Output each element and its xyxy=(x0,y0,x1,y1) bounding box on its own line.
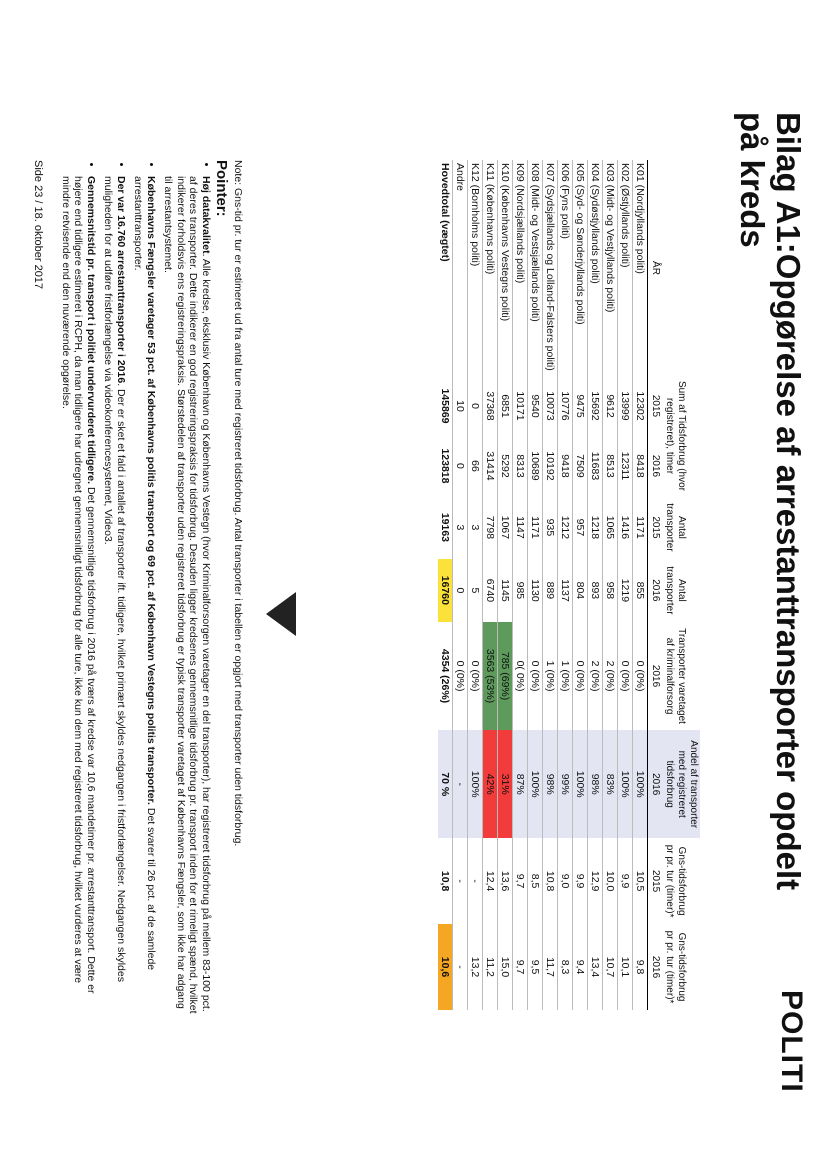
table-cell: 10,8 xyxy=(438,838,453,924)
table-cell: 3 xyxy=(468,496,483,559)
table-row xyxy=(528,160,543,1010)
table-cell: 889 xyxy=(543,559,558,622)
row-label: K11 (Københavns politi) xyxy=(483,160,498,376)
table-cell: 31414 xyxy=(483,436,498,496)
header-sum: Sum af Tidsforbrug (hvor registreret), timer xyxy=(664,380,687,491)
table-cell: 12302 xyxy=(633,376,648,436)
table-cell: - xyxy=(453,924,468,1010)
row-label: K02 (Østjyllands politi) xyxy=(618,160,633,376)
table-cell: 2 (0%) xyxy=(588,622,603,730)
table-cell: 8513 xyxy=(603,436,618,496)
bullet-bold: Der var 16.760 arrestanttransporter i 2016 xyxy=(115,176,127,384)
table-cell: 3 xyxy=(453,496,468,559)
bullet-bold: Københavns Fængsler varetager 53 pct. af Københavns politis transport og 69 pct. af København Vestegns politis transporter. xyxy=(145,176,157,805)
table-cell: 100% xyxy=(528,730,543,838)
row-label: K12 (Bornholms politi) xyxy=(468,160,483,376)
table-cell: 0 (0%) xyxy=(633,622,648,730)
table-cell: 8418 xyxy=(633,436,648,496)
list-item xyxy=(162,176,212,1016)
table-cell: 893 xyxy=(588,559,603,622)
table-cell: 10,0 xyxy=(603,838,618,924)
bullet-bold: Gennemsnitstid pr. transport i politiet undervurderet tidligere. xyxy=(85,176,97,485)
year-cell: 2016 xyxy=(648,622,663,730)
table-cell: 0 xyxy=(453,559,468,622)
table-cell: 8,3 xyxy=(558,924,573,1010)
row-label: K08 (Midt- og Vestsjællands politi) xyxy=(528,160,543,376)
table-cell: 10,8 xyxy=(543,838,558,924)
table-total-row xyxy=(438,160,453,1010)
table-cell: 5292 xyxy=(498,436,513,496)
title-line-2: på kreds xyxy=(734,112,771,248)
table-row xyxy=(573,160,588,1010)
table-cell: 1065 xyxy=(603,496,618,559)
bullet-text: Det svarer til 26 pct. af de samlede arrestanttransporter. xyxy=(132,176,157,971)
row-label: Hovedtotal (vægtet) xyxy=(438,160,453,376)
table-cell: 1067 xyxy=(498,496,513,559)
table-row xyxy=(543,160,558,1010)
table-cell: 145869 xyxy=(438,376,453,436)
table-cell: 13,2 xyxy=(468,924,483,1010)
pointer-heading: Pointer: xyxy=(213,160,230,217)
row-label: Andre xyxy=(453,160,468,376)
row-label: K01 (Nordjyllands politi) xyxy=(633,160,648,376)
politi-logo: POLITI xyxy=(775,990,808,1093)
table-cell: 957 xyxy=(573,496,588,559)
table-row xyxy=(588,160,603,1010)
table-cell: 11,7 xyxy=(543,924,558,1010)
table-row xyxy=(558,160,573,1010)
table-cell: 8,5 xyxy=(528,838,543,924)
table-cell: 12,4 xyxy=(483,838,498,924)
table-cell: 16760 xyxy=(438,559,453,622)
table-cell: 13,4 xyxy=(588,924,603,1010)
table-row xyxy=(618,160,633,1010)
group-header-row xyxy=(662,160,700,1010)
table-cell: 7798 xyxy=(483,496,498,559)
table-cell: 31% xyxy=(498,730,513,838)
table-row xyxy=(633,160,648,1010)
table-cell: 9612 xyxy=(603,376,618,436)
table-cell: 11,2 xyxy=(483,924,498,1010)
table-cell: 1212 xyxy=(558,496,573,559)
table-cell: 87% xyxy=(513,730,528,838)
table-cell: 9,4 xyxy=(573,924,588,1010)
table-cell: 9,7 xyxy=(513,838,528,924)
year-cell: 2016 xyxy=(648,559,663,622)
year-cell: 2015 xyxy=(648,496,663,559)
table-row xyxy=(453,160,468,1010)
year-cell: 2016 xyxy=(648,924,663,1010)
table-cell: 11683 xyxy=(588,436,603,496)
header-gns-2016: Gns-tidsforbrug pr pr. tur (timer)* xyxy=(664,930,687,1004)
table-cell: 5 xyxy=(468,559,483,622)
table-body xyxy=(438,160,648,1010)
table-cell: 3563 (53%) xyxy=(483,622,498,730)
table-cell: 7509 xyxy=(573,436,588,496)
table-cell: 98% xyxy=(588,730,603,838)
table-cell: 100% xyxy=(573,730,588,838)
table-cell: 9475 xyxy=(573,376,588,436)
table-cell: 10,1 xyxy=(618,924,633,1010)
table-cell: 1 (0%) xyxy=(558,622,573,730)
table-cell: 6851 xyxy=(498,376,513,436)
table-cell: 10,6 xyxy=(438,924,453,1010)
table-cell: 37368 xyxy=(483,376,498,436)
table-cell: 10192 xyxy=(543,436,558,496)
table-cell: 0 (0%) xyxy=(573,622,588,730)
table-cell: 66 xyxy=(468,436,483,496)
table-cell: 123818 xyxy=(438,436,453,496)
table-cell: 9,8 xyxy=(633,924,648,1010)
table-cell: 0 (0%) xyxy=(468,622,483,730)
year-cell: 2016 xyxy=(648,436,663,496)
row-label: K03 (Midt- og Vestjyllands politi) xyxy=(603,160,618,376)
header-gns-2015: Gns-tidsforbrug pr pr. tur (timer)* xyxy=(664,844,687,918)
table-cell: 9,9 xyxy=(618,838,633,924)
bullet-text: . Alle kredse, eksklusiv København og Københavns Vestegn (hvor Kriminalforsorgen varetager en del transporter), har registreret tidsforbrug på mellem 83-100 pct. af deres transporter. Dette indikerer en god registreringspraksis for tidsforbrug. Desuden ligger kredsenes gennemsnitlige tidsforbrug pr. transport inden for et rimeligt spænd, hvilket indikerer forholdsvis ens registreringspraksis. Størstedelen af transporter uden registreret tidsforbrug er typisk transporter varetaget af Københavns Fængsler, som ikke har adgang til arrestantsystemet. xyxy=(162,176,212,1014)
table-cell: 0 xyxy=(468,376,483,436)
header-blank xyxy=(662,160,700,376)
table-cell: 9540 xyxy=(528,376,543,436)
header-andel: Andel af transporter med registreret tidsforbrug xyxy=(662,730,700,838)
table-cell: - xyxy=(453,838,468,924)
table-cell: 1218 xyxy=(588,496,603,559)
year-row xyxy=(648,160,663,1010)
table-cell: 13,6 xyxy=(498,838,513,924)
table-cell: 1171 xyxy=(633,496,648,559)
table-cell: 1171 xyxy=(528,496,543,559)
header-antal-2016: Antal transporter xyxy=(664,566,687,615)
table-cell: 855 xyxy=(633,559,648,622)
pointer-list xyxy=(55,160,213,1016)
year-cell: 2016 xyxy=(648,730,663,838)
table-row xyxy=(468,160,483,1010)
table-cell: 0 xyxy=(453,436,468,496)
table-cell: 10776 xyxy=(558,376,573,436)
table-cell: 98% xyxy=(543,730,558,838)
list-item xyxy=(102,176,127,1016)
table-cell: 8313 xyxy=(513,436,528,496)
table-cell: 12311 xyxy=(618,436,633,496)
table-row xyxy=(603,160,618,1010)
bullet-bold: Høj datakvalitet xyxy=(200,176,212,254)
table-cell: 935 xyxy=(543,496,558,559)
table-cell: 0 (0%) xyxy=(528,622,543,730)
table-row xyxy=(513,160,528,1010)
table-cell: 9,5 xyxy=(528,924,543,1010)
table-cell: 1130 xyxy=(528,559,543,622)
arrow-icon xyxy=(266,592,296,636)
table-cell: 9,7 xyxy=(513,924,528,1010)
table-cell: 15,0 xyxy=(498,924,513,1010)
table-cell: 10171 xyxy=(513,376,528,436)
header-kriminalforsorg: Transporter varetaget af kriminalforsorg xyxy=(664,628,687,724)
table-cell: 42% xyxy=(483,730,498,838)
row-label: K04 (Sydøstjyllands politi) xyxy=(588,160,603,376)
year-cell: 2015 xyxy=(648,376,663,436)
title-line-1: Bilag A1:Opgørelse af arrestanttransporter opdelt xyxy=(770,112,807,891)
table-cell: 1 (0%) xyxy=(543,622,558,730)
list-item xyxy=(132,176,157,1016)
table-cell: 19163 xyxy=(438,496,453,559)
table-cell: 0 (0%) xyxy=(453,622,468,730)
table-cell: 1145 xyxy=(498,559,513,622)
year-label: ÅR xyxy=(648,160,663,376)
table-cell: 0 (0%) xyxy=(618,622,633,730)
row-label: K09 (Nordsjællands politi) xyxy=(513,160,528,376)
table-cell: 9,9 xyxy=(573,838,588,924)
table-cell: 985 xyxy=(513,559,528,622)
table-cell: 70 % xyxy=(438,730,453,838)
table-cell: 100% xyxy=(633,730,648,838)
table-cell: 99% xyxy=(558,730,573,838)
table-cell: 83% xyxy=(603,730,618,838)
table-cell: 9,0 xyxy=(558,838,573,924)
table-cell: 6740 xyxy=(483,559,498,622)
table-cell: 958 xyxy=(603,559,618,622)
transport-table xyxy=(438,160,700,1010)
table-cell: 1137 xyxy=(558,559,573,622)
row-label: K05 (Syd- og Sønderjyllands politi) xyxy=(573,160,588,376)
table-cell: 4354 (26%) xyxy=(438,622,453,730)
bullet-text: Det gennemsnitlige tidsforbrug i 2016 på tværs af kredse var 10,6 mandetimer pr. arrestanttransport. Dette er højere end tidligere estimeret i RCPH, da man tidligere har udregnet gennemsnitligt tidsforbrug for alle ture, ikke kun dem med registreret tidsforbrug, hvilket vurderes at være mindre retvisende end den nuværende opgørelse. xyxy=(60,176,97,994)
table-cell: - xyxy=(453,730,468,838)
table-cell: 1416 xyxy=(618,496,633,559)
table-cell: 10 xyxy=(453,376,468,436)
list-item xyxy=(60,176,98,1016)
table-row xyxy=(498,160,513,1010)
row-label: K06 (Fyns politi) xyxy=(558,160,573,376)
table-cell: 10689 xyxy=(528,436,543,496)
bullet-text: . Der er sket et fald i antallet af transporter ift. tidligere, hvilket primært skyldes nedgangen i fristforlængelser. Nedgangen skyldes muligheden for at udføre fristforlængelse via videokonferencesystemet, Video3. xyxy=(102,176,127,982)
table-cell: 15692 xyxy=(588,376,603,436)
table-cell: 2 (0%) xyxy=(603,622,618,730)
table-cell: 0( 0%) xyxy=(513,622,528,730)
table-cell: 100% xyxy=(618,730,633,838)
table-row xyxy=(483,160,498,1010)
table-cell: 804 xyxy=(573,559,588,622)
table-cell: 785 (69%) xyxy=(498,622,513,730)
page-title xyxy=(734,112,806,890)
table-cell: 9418 xyxy=(558,436,573,496)
page-footer: Side 23 / 18. oktober 2017 xyxy=(32,160,44,290)
table-cell: 10,5 xyxy=(633,838,648,924)
row-label: K07 (Sydsjællands og Lolland-Falsters politi) xyxy=(543,160,558,376)
table-cell: 10,7 xyxy=(603,924,618,1010)
table-cell: 12,9 xyxy=(588,838,603,924)
year-cell: 2015 xyxy=(648,838,663,924)
table-note: Note: Gns-tid pr. tur er estimeret ud fra antal ture med registreret tidsforbrug. Antal transporter i tabellen er opgjort med transporter uden tidsforbrug. xyxy=(232,160,244,847)
table-cell: 1219 xyxy=(618,559,633,622)
table-cell: 10073 xyxy=(543,376,558,436)
row-label: K10 (Københavns Vestegns politi) xyxy=(498,160,513,376)
header-antal-2015: Antal transporter xyxy=(664,503,687,552)
table-cell: 100% xyxy=(468,730,483,838)
table-cell: 13999 xyxy=(618,376,633,436)
table-cell: 1147 xyxy=(513,496,528,559)
table-cell: - xyxy=(468,838,483,924)
